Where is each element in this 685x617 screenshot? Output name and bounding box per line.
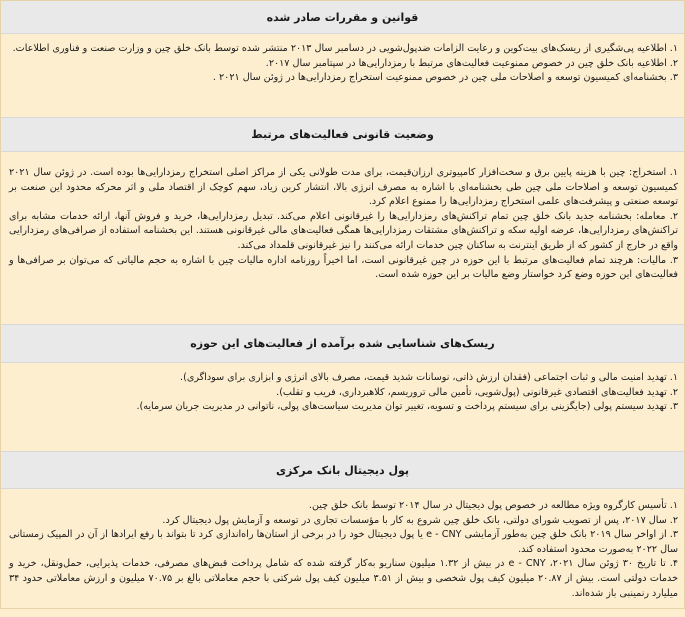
section-body-regulations [1,34,684,117]
section-body-risks [1,363,684,451]
list-item: ۳. از اواخر سال ۲۰۱۹ بانک خلق چین به‌طور آزمایشی e - CNY یا پول دیجیتال خود را در برخی از استان‌ها راه‌اندازی کرد تا بتواند با رفع ایرادها از آن در المپیک زمستانی سال ۲۰۲۲ به‌صورت محدود استفاده کند. [9,529,678,555]
list-item: ۳. تهدید سیستم پولی (جایگزینی برای سیستم پرداخت و تسویه، تغییر توان مدیریت سیاست‌های پولی، ناتوانی در مدیریت جریان سرمایه). [136,401,678,413]
list-item: ۲. اطلاعیه بانک خلق چین در خصوص ممنوعیت فعالیت‌های مرتبط با رمزدارایی‌ها در سپتامبر سال ۲۰۱۷. [265,57,678,69]
list-item: ۲. سال ۲۰۱۷، پس از تصویب شورای دولتی، بانک خلق چین شروع به کار با مؤسسات تجاری در توسعه و آزمایش پول دیجیتال کرد. [162,514,678,526]
list-item: ۳. مالیات: هرچند تمام فعالیت‌های مرتبط با این حوزه در چین غیرقانونی است، اما اخیراً روزنامه اداره مالیات چین با اشاره به حجم مالیاتی که می‌توان بر صرافی‌ها و فعالیت‌های این حوزه وضع کرد خواستار وضع مالیات بر این حوزه شده است. [9,254,678,281]
section-title-legal-status: وضعیت قانونی فعالیت‌های مرتبط [1,117,684,152]
list-item: ۲. تهدید فعالیت‌های اقتصادی غیرقانونی (پول‌شویی، تأمین مالی تروریسم، کلاهبرداری، فریب و تقلب). [276,386,678,398]
list-item: ۳. بخشنامه‌ای کمیسیون توسعه و اصلاحات ملی چین در خصوص ممنوعیت استخراج رمزدارایی‌ها در ژوئن سال ۲۰۲۱ . [212,72,678,84]
section-title-risks: ریسک‌های شناسایی شده برآمده از فعالیت‌های این حوزه [1,324,684,363]
section-body-cbdc [1,489,684,617]
list-item: ۱. استخراج: چین با هزینه پایین برق و سخت‌افزار کامپیوتری ارزان‌قیمت، برای مدت طولانی یکی از مراکز اصلی استخراج رمزدارایی‌ها بوده است. در ژوئن سال ۲۰۲۱ کمیسیون توسعه و اصلاحات ملی چین طی بخشنامه‌ای با اشاره به مصرف انرژی بالا، انتشار کربن زیاد، سهم کوچک از اقتصاد ملی و اثر محرکه محدود این صنعت بر توسعه صنعتی و پیشرفت‌های علمی استخراج رمزدارایی‌ها را ممنوع اعلام کرد. [9,167,678,208]
list-item: ۱. اطلاعیه پی‌شگیری از ریسک‌های بیت‌کوین و رعایت الزامات ضدپول‌شویی در دسامبر سال ۲۰۱۳ منتشر شده توسط بانک خلق چین و وزارت صنعت و فناوری اطلاعات. [12,43,678,54]
list-item: ۴. تا تاریخ ۳۰ ژوئن سال ۲۰۲۱، e - CNY در بیش از ۱.۳۲ میلیون سناریو به‌کار گرفته شده که شامل پرداخت قبض‌های مصرفی، خدمات پذیرایی، حمل‌ونقل، خرید و خدمات دولتی است. بیش از ۲۰.۸۷ میلیون کیف پول شخصی و بیش از ۳.۵۱ میلیون کیف پول شرکتی با حجم معاملاتی بالغ بر ۷۰.۷۵ میلیون و ارزش معاملاتی حدود ۳۴ میلیارد رنمینبی باز شده‌اند. [9,558,678,599]
section-title-regulations: قوانین و مقررات صادر شده [1,1,684,34]
list-item: ۱. تهدید امنیت مالی و ثبات اجتماعی (فقدان ارزش ذاتی، نوسانات شدید قیمت، مصرف بالای انرژی و ابزاری برای سوداگری). [180,372,678,383]
list-item: ۱. تأسیس کارگروه ویژه مطالعه در خصوص پول دیجیتال در سال ۲۰۱۴ توسط بانک خلق چین. [308,500,678,511]
section-title-cbdc: پول دیجیتال بانک مرکزی [1,451,684,489]
list-item: ۲. معامله: بخشنامه جدید بانک خلق چین تمام تراکنش‌های رمزدارایی‌ها را غیرقانونی اعلام می‌کند. تبدیل رمزدارایی‌ها، خرید و فروش آنها، ارائه خدمات مشابه برای تراکنش‌های رمزدارایی‌ها، عرضه اولیه سکه و تراکنش‌های مشتقات رمزدارایی‌ها همگی فعالیت‌های مالی غیرقانونی هستند. این بخشنامه استفاده از صرافی‌های رمزدارایی واقع در خارج از کشور که از طریق اینترنت به ساکنان چین خدمات ارائه می‌کنند را نیز غیرقانونی قلمداد می‌کند. [9,210,678,251]
section-body-legal-status [1,152,684,324]
